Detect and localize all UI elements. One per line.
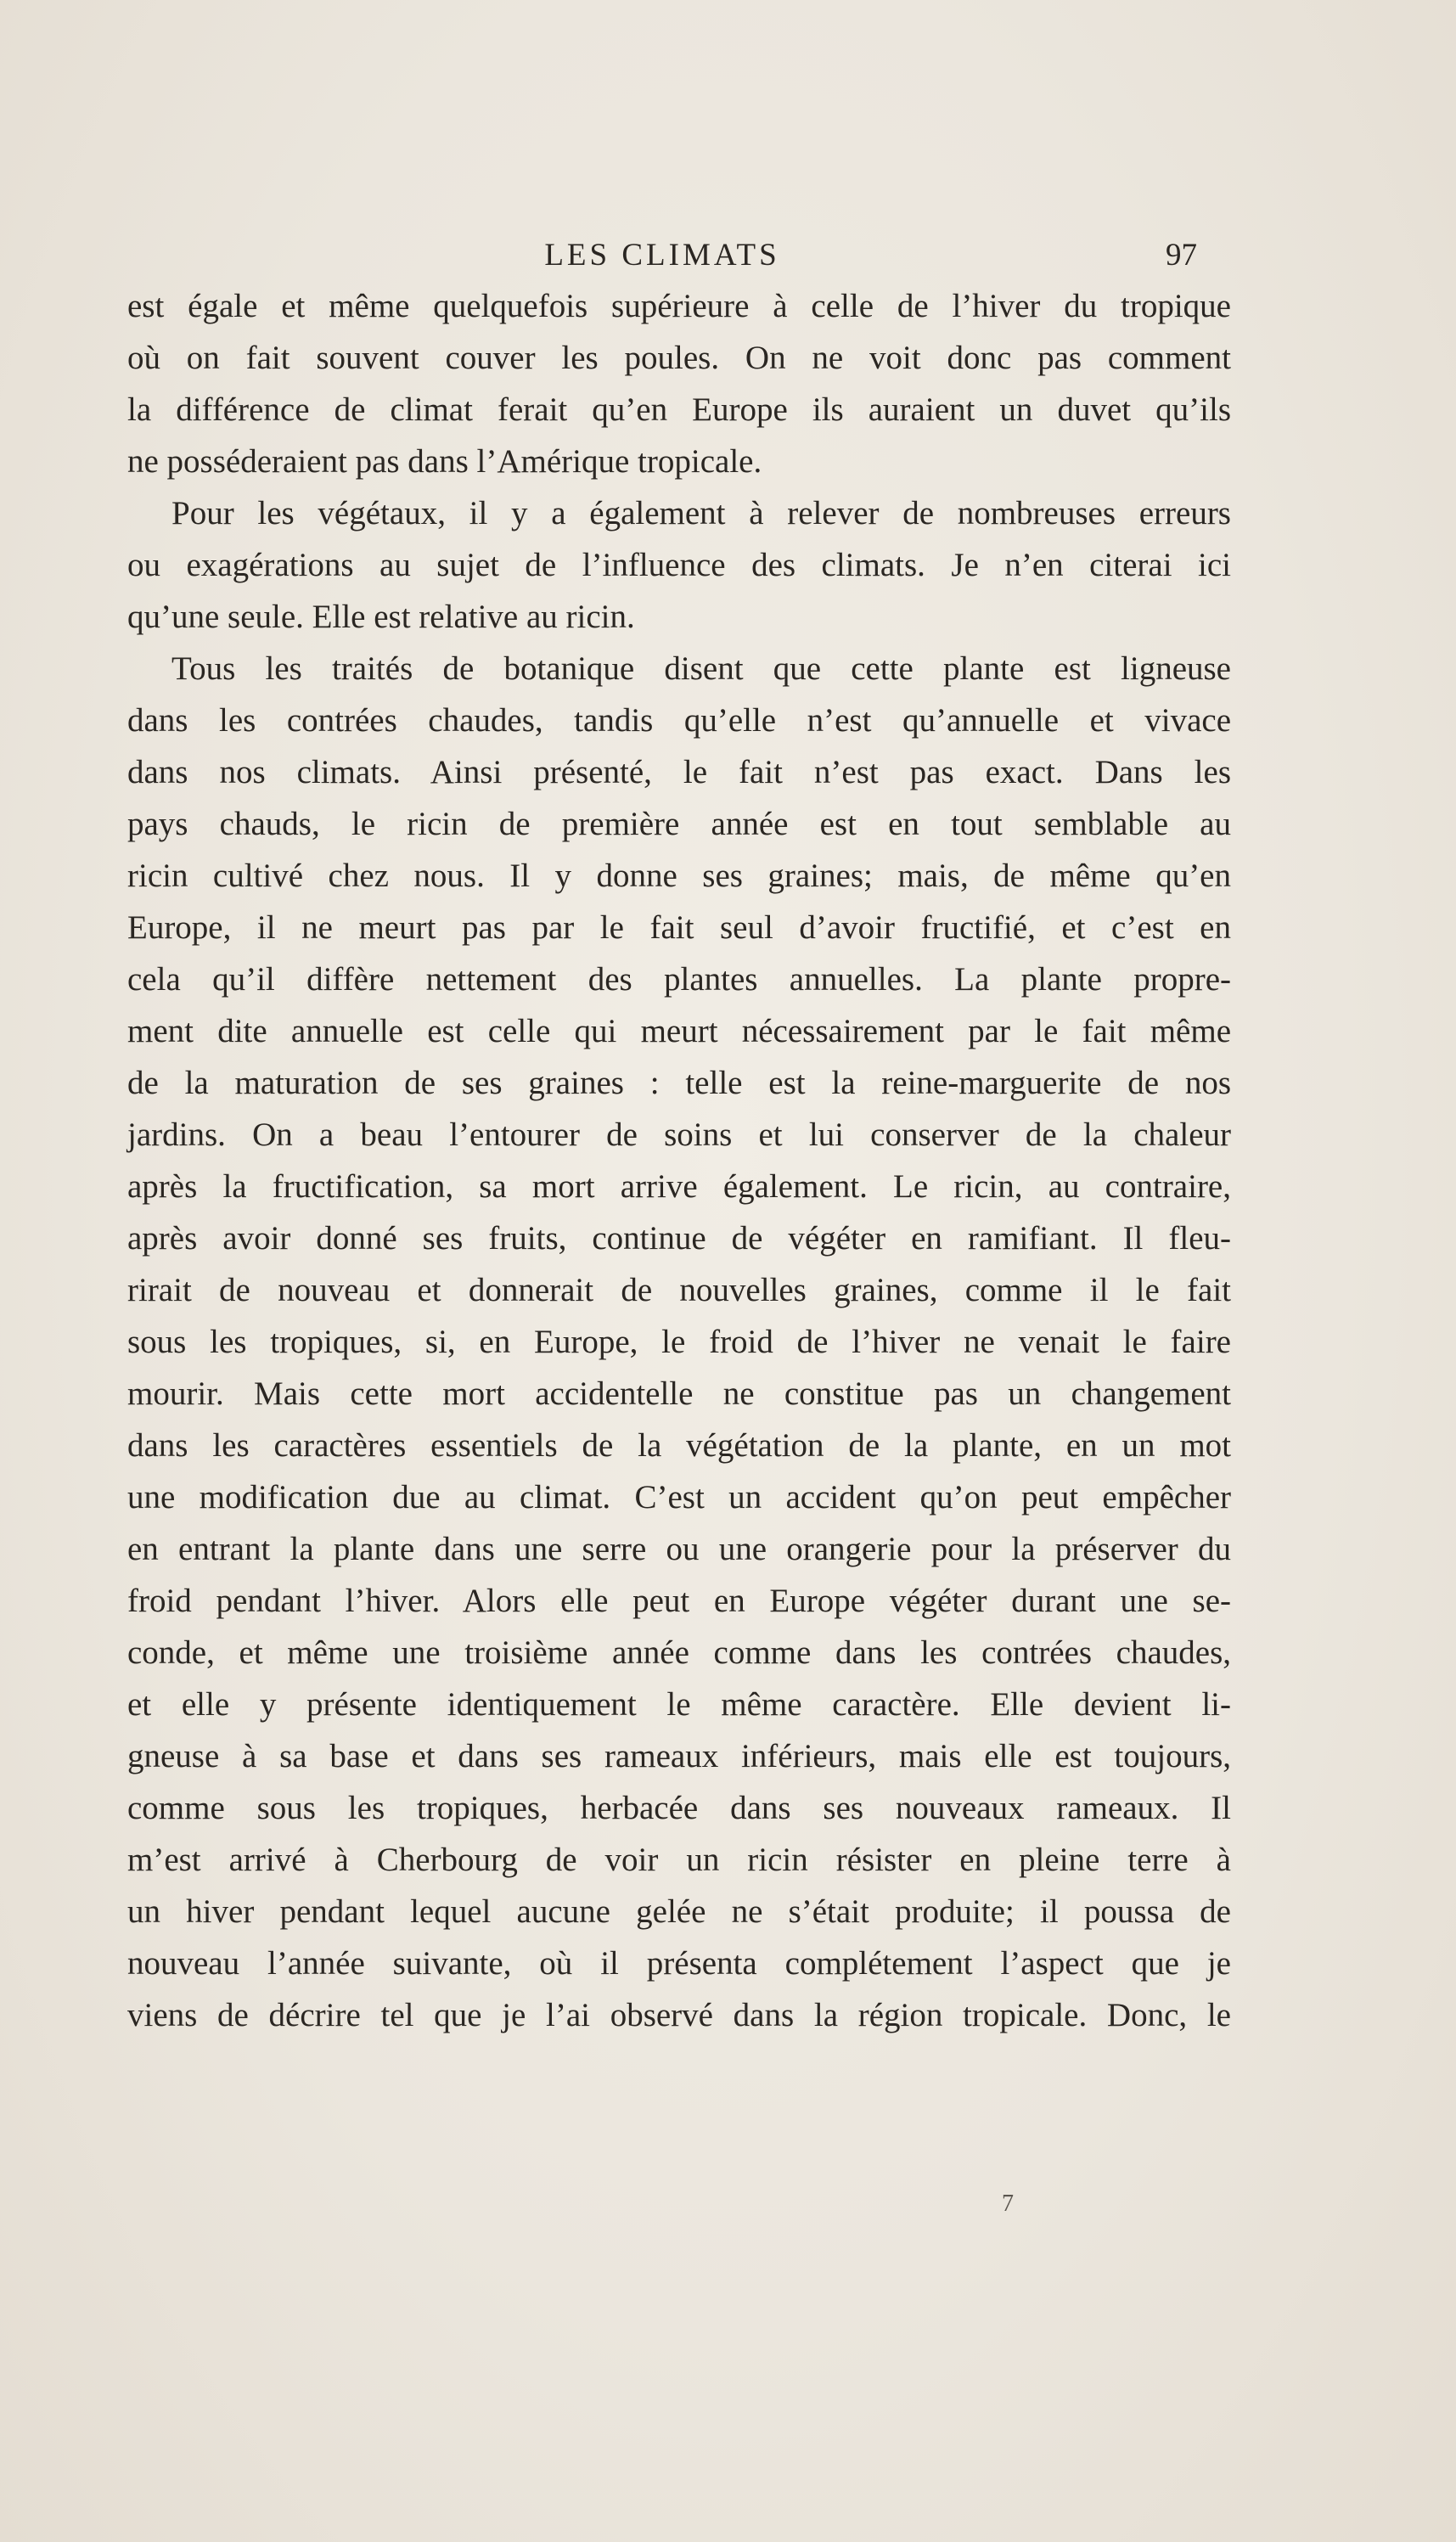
text-line: après avoir donné ses fruits, continue de végéter en ramifiant. Il fleu- [127,1220,1231,1257]
text-line: dans les caractères essentiels de la végétation de la plante, en un mot [127,1427,1231,1464]
text-line: conde, et même une troisième année comme dans les contrées chaudes, [127,1634,1231,1671]
text-line: m’est arrivé à Cherbourg de voir un ricin résister en pleine terre à [127,1842,1231,1878]
text-line: gneuse à sa base et dans ses rameaux inférieurs, mais elle est toujours, [127,1738,1231,1774]
text-line: pays chauds, le ricin de première année est en tout semblable au [127,806,1231,842]
text-line: dans les contrées chaudes, tandis qu’elle n’est qu’annuelle et vivace [127,702,1231,739]
text-line: et elle y présente identiquement le même caractère. Elle devient li- [127,1686,1231,1723]
page-number: 97 [1166,238,1197,273]
text-line: nouveau l’année suivante, où il présenta complétement l’aspect que je [127,1945,1231,1982]
text-line: mourir. Mais cette mort accidentelle ne constitue pas un changement [127,1375,1231,1412]
running-title: LES CLIMATS [544,238,780,273]
text-line: après la fructification, sa mort arrive également. Le ricin, au contraire, [127,1168,1231,1205]
text-line: un hiver pendant lequel aucune gelée ne s’était produite; il poussa de [127,1893,1231,1930]
text-line: en entrant la plante dans une serre ou une orangerie pour la préserver du [127,1531,1231,1567]
running-head [127,234,1197,277]
signature-mark: 7 [1002,2191,1014,2217]
text-line: de la maturation de ses graines : telle est la reine-marguerite de nos [127,1065,1231,1101]
text-line: ricin cultivé chez nous. Il y donne ses graines; mais, de même qu’en [127,858,1231,894]
text-line: la différence de climat ferait qu’en Europe ils auraient un duvet qu’ils [127,391,1231,428]
text-line: qu’une seule. Elle est relative au ricin. [127,599,635,635]
text-line: Europe, il ne meurt pas par le fait seul d’avoir fructifié, et c’est en [127,909,1231,946]
text-line: cela qu’il diffère nettement des plantes annuelles. La plante propre- [127,961,1231,998]
text-line: ne posséderaient pas dans l’Amérique tropicale. [127,443,762,480]
text-line: Tous les traités de botanique disent que cette plante est ligneuse [171,650,1231,687]
text-line: est égale et même quelquefois supérieure à celle de l’hiver du tropique [127,288,1231,324]
text-line: Pour les végétaux, il y a également à relever de nombreuses erreurs [171,495,1231,531]
text-line: dans nos climats. Ainsi présenté, le fait n’est pas exact. Dans les [127,754,1231,790]
text-line: où on fait souvent couver les poules. On ne voit donc pas comment [127,340,1231,376]
text-line: jardins. On a beau l’entourer de soins et lui conserver de la chaleur [127,1116,1231,1153]
text-line: comme sous les tropiques, herbacée dans ses nouveaux rameaux. Il [127,1790,1231,1826]
text-line: froid pendant l’hiver. Alors elle peut en Europe végéter durant une se- [127,1583,1231,1619]
text-line: une modification due au climat. C’est un accident qu’on peut empêcher [127,1479,1231,1516]
text-line: rirait de nouveau et donnerait de nouvelles graines, comme il le fait [127,1272,1231,1308]
text-line: ou exagérations au sujet de l’influence des climats. Je n’en citerai ici [127,547,1231,583]
text-line: sous les tropiques, si, en Europe, le froid de l’hiver ne venait le faire [127,1324,1231,1360]
body-text [127,280,1231,2041]
text-line: ment dite annuelle est celle qui meurt nécessairement par le fait même [127,1013,1231,1049]
text-line: viens de décrire tel que je l’ai observé dans la région tropicale. Donc, le [127,1997,1231,2033]
